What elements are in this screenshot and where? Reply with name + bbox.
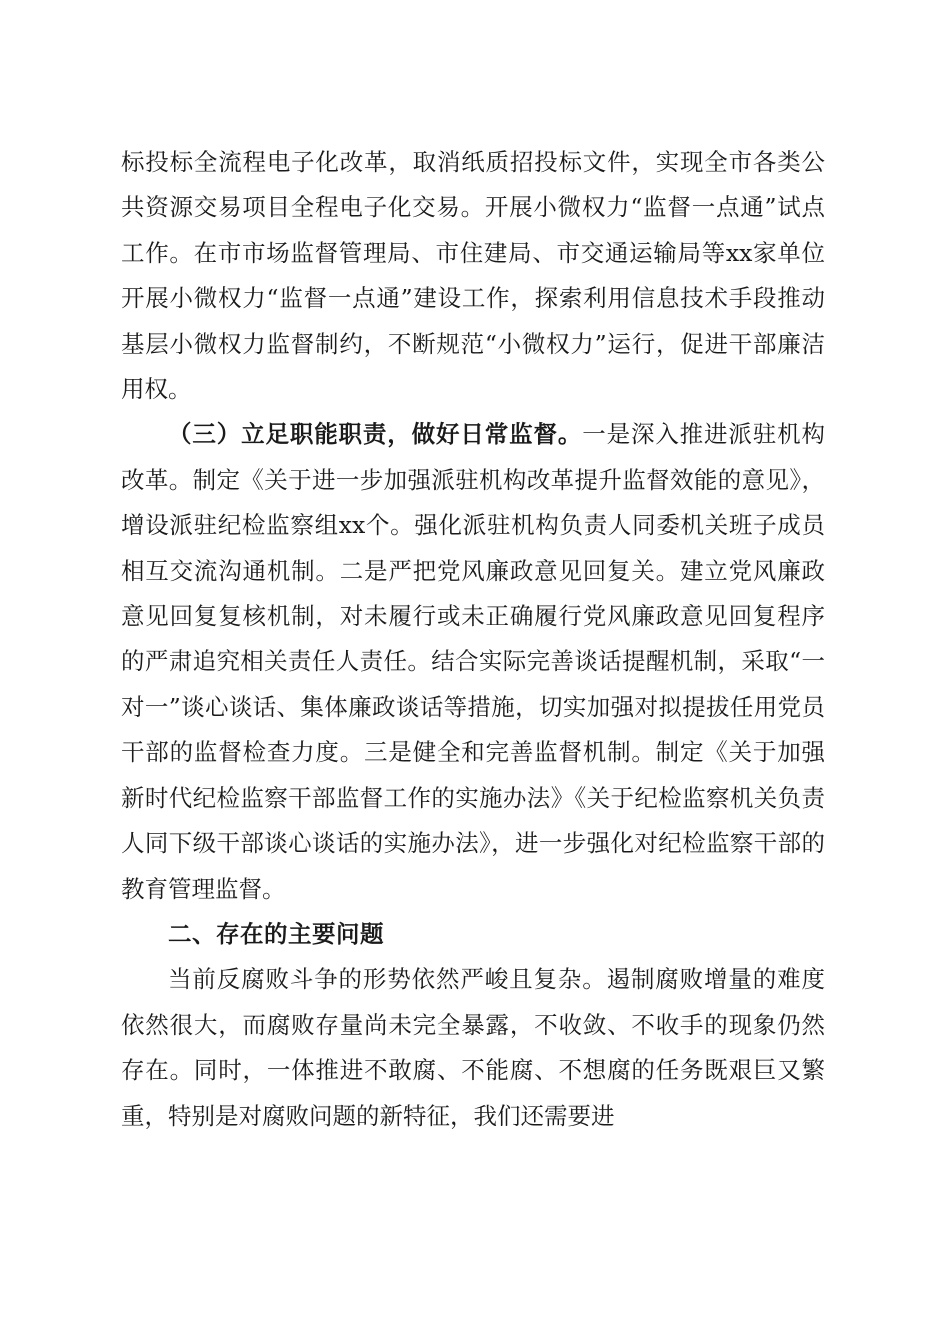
problems-paragraph: 当前反腐败斗争的形势依然严峻且复杂。遏制腐败增量的难度依然很大，而腐败存量尚未完全暴露，不收敛、不收手的现象仍然存在。同时，一体推进不敢腐、不能腐、不想腐的任务既艰巨又繁重，特别是对腐败问题的新特征，我们还需要进: [121, 965, 825, 1130]
paragraph-continuation: 标投标全流程电子化改革，取消纸质招投标文件，实现全市各类公共资源交易项目全程电子化交易。开展小微权力“监督一点通”试点工作。在市市场监督管理局、市住建局、市交通运输局等xx家单位开展小微权力“监督一点通”建设工作，探索利用信息技术手段推动基层小微权力监督制约，不断规范“小微权力”运行，促进干部廉洁用权。: [121, 148, 825, 404]
section-3-paragraph: [121, 412, 825, 911]
document-body: [121, 140, 825, 1139]
section-3-body: 一是深入推进派驻机构改革。制定《关于进一步加强派驻机构改革提升监督效能的意见》，增设派驻纪检监察组xx个。强化派驻机构负责人同委机关班子成员相互交流沟通机制。二是严把党风廉政意见回复关。建立党风廉政意见回复复核机制，对未履行或未正确履行党风廉政意见回复程序的严肃追究相关责任人责任。结合实际完善谈话提醒机制，采取“一对一”谈心谈话、集体廉政谈话等措施，切实加强对拟提拔任用党员干部的监督检查力度。三是健全和完善监督机制。制定《关于加强新时代纪检监察干部监督工作的实施办法》《关于纪检监察机关负责人同下级干部谈心谈话的实施办法》，进一步强化对纪检监察干部的教育管理监督。: [121, 420, 826, 903]
section-3-lead: （三）立足职能职责，做好日常监督。: [168, 420, 583, 449]
section-heading-problems: 二、存在的主要问题: [168, 919, 384, 948]
